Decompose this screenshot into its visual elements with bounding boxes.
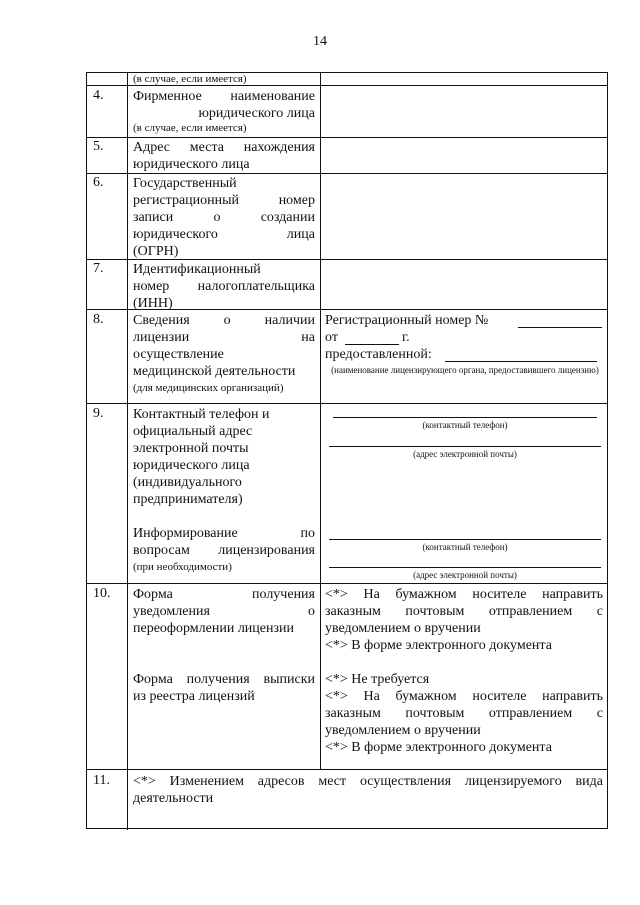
option-not-required[interactable]: <*> Не требуется	[325, 672, 430, 687]
row-divider	[87, 137, 607, 138]
row10-number: 10.	[93, 586, 111, 601]
column-divider-number	[127, 73, 128, 830]
row6-number: 6.	[93, 175, 104, 190]
row-divider	[87, 173, 607, 174]
phone1-blank[interactable]	[333, 417, 597, 418]
row8-license-fields	[325, 312, 605, 400]
option-paper-notice[interactable]: <*> На бумажном носителе направить	[325, 587, 603, 602]
option-paper-extract[interactable]: <*> На бумажном носителе направить	[325, 689, 603, 704]
license-date-blank[interactable]	[345, 344, 399, 345]
provided-label: предоставленной:	[325, 347, 432, 362]
licensing-authority-blank[interactable]	[445, 361, 597, 362]
reg-number-blank[interactable]	[518, 327, 602, 328]
row10-notice-options: <*> На бумажном носителе направить заказным почтовым отправлением с уведомлением о вручении <*> В форме электронного документа	[325, 587, 603, 653]
phone2-blank[interactable]	[329, 539, 601, 540]
row5-label: Адрес места нахождения юридического лица	[133, 140, 315, 172]
row7-label: Идентификационный номер налогоплательщика (ИНН)	[133, 262, 315, 311]
row6-label: Государственный регистрационный номер записи о создании юридического лица (ОГРН)	[133, 176, 315, 259]
row10-label-extract: Форма получения выписки из реестра лицензий	[133, 672, 315, 704]
row3-tail-note: (в случае, если имеется)	[133, 73, 247, 85]
option-electronic-notice[interactable]: <*> В форме электронного документа	[325, 638, 552, 653]
email1-blank[interactable]	[329, 446, 601, 447]
row8-number: 8.	[93, 312, 104, 327]
year-suffix: г.	[402, 330, 410, 345]
row-divider	[87, 769, 607, 770]
row4-number: 4.	[93, 88, 104, 103]
email1-caption: (адрес электронной почты)	[413, 449, 517, 459]
row11-number: 11.	[93, 773, 110, 788]
row10-extract-options: <*> Не требуется <*> На бумажном носителе направить заказным почтовым отправлением с уведомлением о вручении <*> В форме электронного документа	[325, 672, 603, 755]
provided-caption: (наименование лицензирующего органа, предоставившего лицензию)	[331, 365, 599, 375]
row-divider	[87, 583, 607, 584]
row9-label: Контактный телефон и официальный адрес электронной почты юридического лица (индивидуального предпринимателя)	[133, 407, 270, 507]
row4-label: Фирменное наименование юридического лица (в случае, если имеется)	[133, 89, 315, 134]
row9-number: 9.	[93, 406, 104, 421]
row7-number: 7.	[93, 261, 104, 276]
page-number: 14	[313, 34, 327, 49]
phone1-caption: (контактный телефон)	[422, 420, 508, 430]
row8-label: Сведения о наличии лицензии на осуществление медицинской деятельности (для медицинских организаций)	[133, 313, 315, 394]
row10-label-notice: Форма получения уведомления о переоформлении лицензии	[133, 587, 315, 636]
row9-info-label: Информирование по вопросам лицензирования (при необходимости)	[133, 526, 315, 573]
column-divider-value	[320, 73, 321, 769]
option-electronic-extract[interactable]: <*> В форме электронного документа	[325, 740, 552, 755]
row9-contact-fields	[325, 403, 605, 583]
email2-blank[interactable]	[329, 567, 601, 568]
row5-number: 5.	[93, 139, 104, 154]
phone2-caption: (контактный телефон)	[422, 542, 508, 552]
reg-number-label: Регистрационный номер №	[325, 313, 489, 328]
from-label: от	[325, 330, 338, 345]
row11-option[interactable]: <*> Изменением адресов мест осуществления лицензируемого вида деятельности	[133, 774, 603, 806]
email2-caption: (адрес электронной почты)	[413, 570, 517, 580]
application-form-table	[86, 72, 608, 829]
